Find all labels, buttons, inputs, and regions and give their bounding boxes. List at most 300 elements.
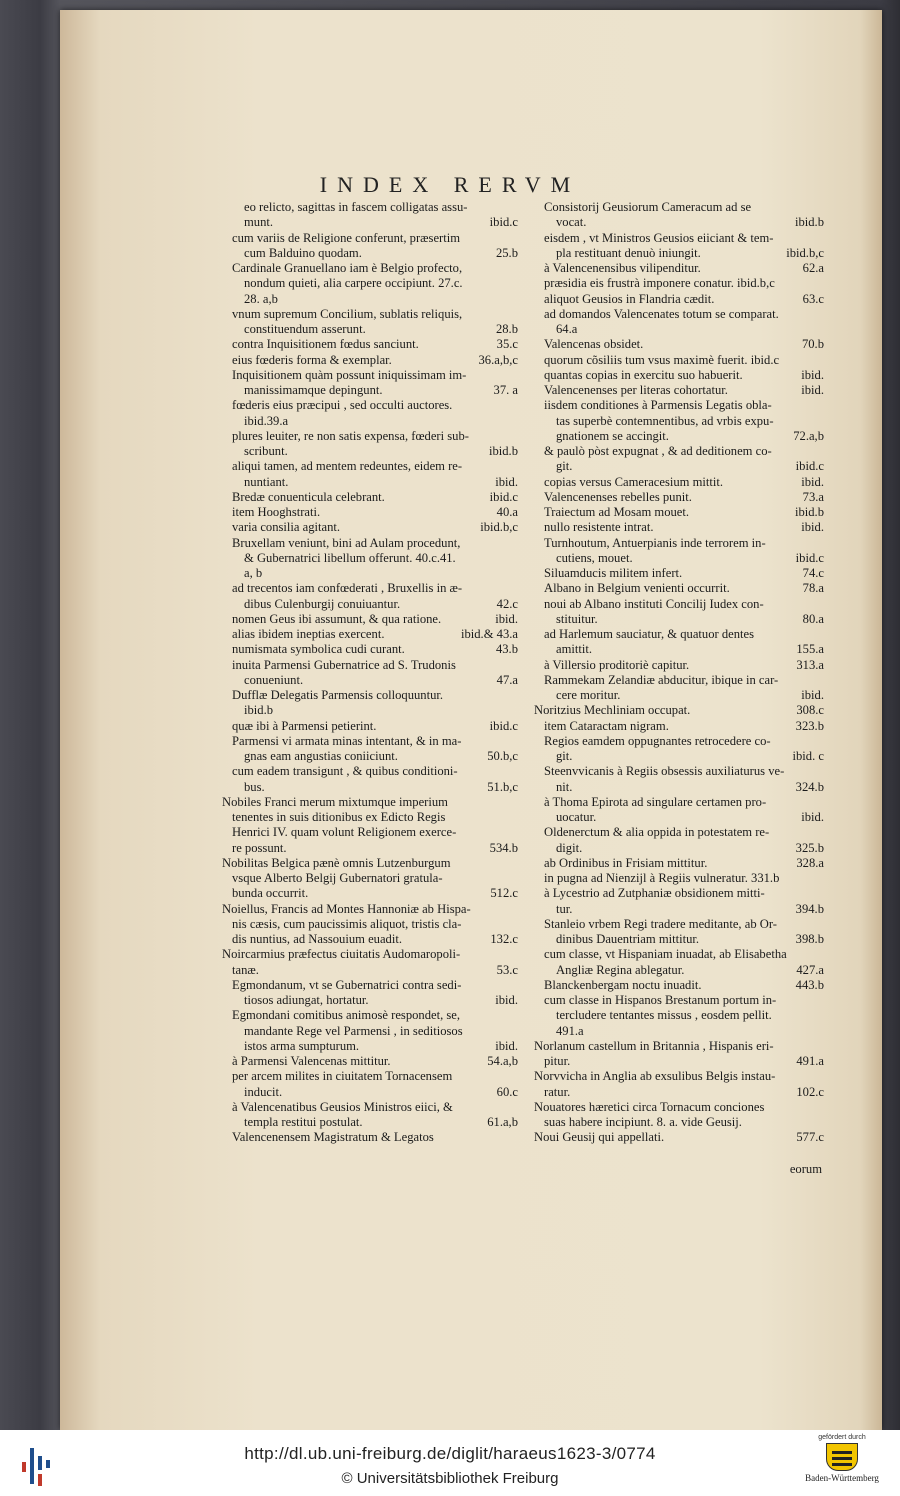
index-entry-line [534,307,824,322]
entry-text: à Lycestrio ad Zutphaniæ obsidionem mitti- [544,886,765,901]
entry-reference: ibid. [495,993,518,1007]
index-entry-line [222,1115,518,1130]
page-heading: INDEX RERVM [319,172,581,197]
index-entry-line [534,902,824,917]
entry-text: à Thoma Epirota ad singulare certamen pro- [544,794,767,809]
index-entry-line [222,658,518,673]
index-entry-line [222,780,518,795]
entry-text: Nobilitas Belgica pænè omnis Lutzenburgum [222,855,451,870]
index-entry-line [534,444,824,459]
index-entry-line [534,383,824,398]
index-entry-line [222,337,518,352]
entry-reference: 324.b [795,779,824,794]
entry-text: alias ibidem ineptias exercent. [232,627,385,641]
entry-text: Consistorij Geusiorum Cameracum ad se [544,200,752,214]
entry-reference: ibid. [801,688,824,702]
entry-reference: ibid.c [795,459,824,474]
index-entry-line [222,353,518,368]
entry-text: aliquot Geusios in Flandria cædit. [544,291,715,306]
entry-reference: 308.c [796,703,824,718]
entry-reference: 51.b,c [487,779,518,794]
entry-reference: ibid.c [489,489,518,504]
entry-text: fœderis eius præcipui , sed occulti auctores. [232,398,453,413]
index-entry-line [534,490,824,505]
entry-text: Steenvvicanis à Regiis obsessis auxiliaturus ve- [544,764,785,779]
index-entry-line [534,658,824,673]
index-entry-line [222,261,518,276]
entry-reference: 60.c [496,1084,518,1099]
entry-text: amittit. [556,642,593,657]
index-entry-line [222,642,518,657]
entry-reference: 47.a [496,672,518,687]
entry-text: Noiellus, Francis ad Montes Hannoniæ ab Hispa- [222,901,471,916]
entry-text: scribunt. [244,444,288,458]
entry-text: varia consilia agitant. [232,520,341,535]
entry-text: Norvvicha in Anglia ab exsulibus Belgis instau- [534,1069,776,1084]
index-entry-line [534,322,824,337]
index-entry-line [222,1100,518,1115]
entry-reference: ibid. [801,810,824,824]
entry-reference: ibid. c [792,749,824,763]
entry-text: Noui Geusij qui appellati. [534,1130,665,1145]
index-entry-line [534,551,824,566]
index-entry-line [222,856,518,871]
index-entry-line [534,612,824,627]
entry-text: Egmondanum, vt se Gubernatrici contra sedi- [232,977,462,992]
entry-text: Valencenenses per literas cohortatur. [544,383,728,397]
index-entry-line [534,749,824,764]
index-column-left [222,200,518,1146]
entry-text: dis nuntius, ad Nassouium euadit. [232,932,403,946]
index-entry-line [534,688,824,703]
index-entry-line [534,963,824,978]
index-entry-line [222,764,518,779]
entry-text: pla restituant denuò iniungit. [556,245,701,260]
index-entry-line [534,978,824,993]
index-entry-line [534,856,824,871]
entry-reference: ibid.c [489,215,518,230]
entry-text: tur. [556,901,573,916]
index-entry-line [534,1085,824,1100]
sponsor-label: gefördert durch [818,1434,866,1441]
index-entry-line [534,1115,824,1130]
entry-reference: 63.c [802,291,824,306]
entry-text: ab Ordinibus in Frisiam mittitur. [544,855,708,870]
entry-text: Angliæ Regina ablegatur. [556,962,685,977]
entry-reference: ibid. [801,474,824,489]
entry-text: uocatur. [556,810,597,824]
entry-text: cum Balduino quodam. [244,245,362,260]
index-entry-line [534,292,824,307]
entry-text: vnum supremum Concilium, sublatis reliquis, [232,306,463,321]
entry-text: constituendum asserunt. [244,322,366,336]
entry-text: Noritzius Mechliniam occupat. [534,703,691,718]
entry-reference: 42.c [496,596,518,611]
entry-text: eisdem , vt Ministros Geusios eiiciant & tem- [544,230,774,245]
entry-reference: 35.c [496,337,518,352]
catchword: eorum [789,1162,822,1176]
entry-text: ibid.39.a [244,413,289,428]
entry-reference: ibid. [495,611,518,626]
entry-text: in pugna ad Nienzijl à Regiis vulneratur. 331.b [544,871,780,885]
index-entry-line [222,688,518,703]
index-entry-line [222,459,518,474]
entry-text: Henrici IV. quam volunt Religionem exerce- [232,825,457,840]
index-entry-line [534,505,824,520]
index-entry-line [534,871,824,886]
index-entry-line [534,841,824,856]
entry-text: plures leuiter, re non satis expensa, fœderi sub- [232,428,469,443]
entry-text: tiosos adiungat, hortatur. [244,993,369,1007]
entry-text: nomen Geus ibi assumunt, & qua ratione. [232,611,442,626]
index-entry-line [222,398,518,413]
index-entry-line [222,993,518,1008]
entry-reference: ibid.b [794,505,824,519]
entry-text: Nobiles Franci merum mixtumque imperium [222,794,448,809]
index-column-right [534,200,824,1146]
index-entry-line [222,505,518,520]
index-entry-line [222,597,518,612]
index-entry-line [222,871,518,886]
index-entry-line [534,1024,824,1039]
entry-text: eo relicto, sagittas in fascem colligatas assu- [244,200,468,214]
entry-reference: 78.a [802,581,824,596]
index-entry-line [222,917,518,932]
entry-reference: 43.b [495,642,518,657]
entry-text: Norlanum castellum in Britannia , Hispanis eri- [534,1038,774,1053]
index-entry-line [222,719,518,734]
index-entry-line [222,307,518,322]
entry-text: eius fœderis forma & exemplar. [232,352,392,367]
index-entry-line [534,1069,824,1084]
entry-text: tenentes in suis ditionibus ex Edicto Regis [232,810,446,824]
index-entry-line [534,475,824,490]
entry-text: ad trecentos iam confœderati , Bruxellis in æ- [232,581,463,596]
index-entry-line [222,841,518,856]
entry-text: Noircarmius præfectus ciuitatis Audomaropoli- [222,947,461,962]
entry-text: tercludere tentantes missus , eosdem pellit. [556,1008,772,1023]
index-entry-line [222,536,518,551]
index-entry-line [222,215,518,230]
entry-text: bunda occurrit. [232,886,309,901]
index-entry-line [222,627,518,642]
index-entry-line [534,1100,824,1115]
entry-reference: 37. a [493,383,518,397]
entry-text: cutiens, mouet. [556,550,633,565]
entry-text: quorum cõsiliis tum vsus maximè fuerit. ibid.c [544,352,780,367]
entry-text: bus. [244,779,265,794]
index-entry-line [534,520,824,535]
entry-reference: 53.c [496,962,518,977]
index-entry-line [222,734,518,749]
index-entry-line [222,1008,518,1023]
index-entry-line [534,597,824,612]
index-entry-line [222,429,518,444]
entry-reference: ibid.c [795,550,824,565]
entry-reference: 328.a [796,855,824,870]
index-entry-line [534,764,824,779]
entry-reference: 50.b,c [487,749,518,763]
index-entry-line [222,581,518,596]
entry-text: aliqui tamen, ad mentem redeuntes, eidem re- [232,459,463,474]
index-entry-line [222,246,518,261]
entry-reference: ibid. [495,474,518,489]
entry-reference: 427.a [796,962,824,977]
entry-text: Egmondani comitibus animosè respondet, se, [232,1008,461,1023]
index-entry-line [534,459,824,474]
entry-text: a, b [244,566,263,580]
index-entry-line [222,673,518,688]
entry-text: inducit. [244,1084,283,1099]
index-entry-line [222,1069,518,1084]
entry-text: 28. a,b [244,291,278,306]
entry-text: Stanleio vrbem Regi tradere meditante, ab Or- [544,916,777,931]
entry-text: item Cataractam nigram. [544,718,669,733]
entry-reference: 62.a [802,261,824,275]
index-entry-line [222,322,518,337]
entry-text: à Valencenatibus Geusios Ministros eiici, & [232,1099,453,1114]
index-entry-line [534,947,824,962]
index-entry-line [534,536,824,551]
index-entry-line [222,825,518,840]
index-entry-line [222,276,518,291]
index-entry-line [534,703,824,718]
entry-reference: 325.b [795,840,824,855]
entry-text: Rammekam Zelandiæ abducitur, ibique in car- [544,672,779,687]
index-entry-line [534,566,824,581]
entry-text: git. [556,749,573,763]
entry-text: git. [556,459,573,474]
index-entry-line [534,917,824,932]
index-entry-line [534,200,824,215]
coat-of-arms-icon [826,1443,858,1471]
entry-text: gnationem se accingit. [556,428,669,443]
index-entry-line [222,1024,518,1039]
index-entry-line [534,398,824,413]
entry-text: 64.a [556,322,578,336]
entry-text: à Valencenensibus vilipenditur. [544,261,701,275]
entry-text: præsidia eis frustrà imponere conatur. ibid.b,c [544,276,775,291]
index-entry-line [222,475,518,490]
index-entry-line [534,1130,824,1145]
entry-text: Blanckenbergam noctu inuadit. [544,977,702,992]
entry-reference: ibid. [495,1038,518,1053]
index-entry-line [222,947,518,962]
entry-reference: 70.b [801,337,824,352]
index-entry-line [534,780,824,795]
entry-text: quæ ibi à Parmensi petierint. [232,718,377,733]
entry-text: vocat. [556,215,587,230]
index-entry-line [534,368,824,383]
index-entry-line [222,795,518,810]
entry-text: cere moritur. [556,688,621,702]
entry-text: cum eadem transigunt , & quibus conditioni- [232,764,458,779]
entry-text: nullo resistente intrat. [544,520,654,535]
index-entry-line [534,1054,824,1069]
entry-reference: 74.c [802,566,824,580]
index-entry-line [222,292,518,307]
entry-text: dibus Culenburgij conuiuantur. [244,596,401,611]
index-entry-line [534,932,824,947]
entry-text: iisdem conditiones à Parmensis Legatis obla- [544,398,772,413]
index-entry-line [534,795,824,810]
index-entry-line [534,1039,824,1054]
entry-text: vsque Alberto Belgij Gubernatori gratula- [232,871,443,885]
entry-text: à Parmensi Valencenas mittitur. [232,1054,391,1068]
entry-reference: ibid.b [488,444,518,458]
index-entry-line [534,246,824,261]
index-entry-line [534,581,824,596]
entry-text: ad Harlemum sauciatur, & quatuor dentes [544,627,755,641]
index-entry-line [534,429,824,444]
entry-text: stituitur. [556,611,598,626]
index-entry-line [222,200,518,215]
entry-reference: 54.a,b [487,1054,518,1068]
entry-text: re possunt. [232,840,287,855]
index-entry-line [534,261,824,276]
entry-text: à Villersio proditoriè capitur. [544,657,690,672]
index-entry-line [222,1085,518,1100]
index-entry-line [222,444,518,459]
index-entry-line [534,231,824,246]
index-entry-line [222,566,518,581]
entry-text: nuntiant. [244,474,289,489]
index-entry-line [534,627,824,642]
entry-text: Albano in Belgium venienti occurrit. [544,581,730,596]
entry-text: numismata symbolica cudi curant. [232,642,405,657]
entry-reference: ibid. [801,367,824,382]
entry-text: per arcem milites in ciuitatem Tornacensem [232,1069,453,1084]
index-entry-line [534,215,824,230]
entry-text: item Hooghstrati. [232,505,321,519]
index-entry-line [222,490,518,505]
entry-text: & paulò pòst expugnat , & ad deditionem co- [544,444,772,458]
index-entry-line [534,810,824,825]
entry-text: digit. [556,840,583,855]
entry-reference: 443.b [795,977,824,992]
entry-text: cum variis de Religione conferunt, præsertim [232,230,461,245]
index-entry-line [534,886,824,901]
entry-reference: ibid.b [794,215,824,230]
entry-reference: 132.c [490,932,518,946]
entry-reference: 394.b [795,901,824,916]
entry-reference: 398.b [795,932,824,946]
sponsor-name: Baden-Württemberg [805,1473,879,1483]
entry-reference: ibid. [801,520,824,535]
index-entry-line [534,825,824,840]
entry-text: Valencenenses rebelles punit. [544,489,692,504]
entry-text: templa restitui postulat. [244,1115,363,1129]
entry-reference: 323.b [795,718,824,733]
entry-reference: 534.b [489,840,518,855]
entry-text: tanæ. [232,962,259,977]
entry-text: pitur. [544,1054,571,1068]
index-entry-line [222,902,518,917]
index-entry-line [534,719,824,734]
entry-text: conueniunt. [244,672,304,687]
entry-text: Regios eamdem oppugnantes retrocedere co- [544,733,771,748]
index-entry-line [222,703,518,718]
entry-reference: 491.a [796,1054,824,1068]
entry-text: noui ab Albano instituti Concilij Iudex con- [544,596,764,611]
index-entry-line [222,383,518,398]
entry-text: Siluamducis militem infert. [544,566,683,580]
entry-reference: ibid.c [489,718,518,733]
entry-text: Nouatores hæretici circa Tornacum conciones [534,1099,765,1114]
entry-text: ibid.b [244,703,274,718]
entry-text: Turnhoutum, Antuerpianis inde terrorem in- [544,535,766,550]
index-entry-line [222,886,518,901]
index-entry-line [222,414,518,429]
entry-text: cum classe, vt Hispaniam inuadat, ab Elisabetha [544,947,787,962]
entry-text: nondum quieti, alia carpere occipiunt. 27.c. [244,276,463,291]
entry-text: 491.a [556,1023,584,1038]
entry-reference: 80.a [802,611,824,626]
entry-reference: 102.c [796,1084,824,1099]
entry-text: ad domandos Valencenates totum se comparat. [544,306,779,321]
entry-text: dinibus Dauentriam mittitur. [556,932,700,946]
index-entry-line [534,993,824,1008]
entry-text: quantas copias in exercitu suo habuerit. [544,367,743,382]
index-entry-line [222,1130,518,1145]
entry-text: ratur. [544,1084,571,1099]
entry-text: gnas eam angustias coniiciunt. [244,749,398,763]
entry-text: cum classe in Hispanos Brestanum portum in- [544,993,777,1007]
index-entry-line [222,963,518,978]
index-entry-line [534,673,824,688]
index-entry-line [534,276,824,291]
entry-text: Inquisitionem quàm possunt iniquissimam im- [232,367,467,382]
entry-text: & Gubernatrici libellum offerunt. 40.c.41. [244,550,456,565]
index-entry-line [222,231,518,246]
index-entry-line [534,734,824,749]
entry-text: nit. [556,779,573,794]
entry-reference: 155.a [796,642,824,657]
index-entry-line [222,520,518,535]
entry-text: Bredæ conuenticula celebrant. [232,489,385,504]
entry-reference: 313.a [796,657,824,672]
entry-text: mandante Rege vel Parmensi , in seditiosos [244,1023,463,1038]
index-entry-line [222,932,518,947]
entry-reference: 28.b [495,322,518,336]
index-entry-line [222,368,518,383]
entry-text: suas habere incipiunt. 8. a. vide Geusij. [544,1115,742,1129]
entry-reference: ibid.& 43.a [460,627,518,641]
entry-reference: 61.a,b [487,1115,518,1129]
entry-reference: ibid.b,c [480,520,518,535]
permalink-url[interactable]: http://dl.ub.uni-freiburg.de/diglit/haraeus1623-3/0774 [244,1444,656,1463]
index-entry-line [534,642,824,657]
entry-text: tas superbè contemnentibus, ad vrbis expu- [556,413,774,428]
index-entry-line [222,978,518,993]
sponsor-badge [792,1434,892,1483]
entry-reference: 36.a,b,c [478,352,518,367]
index-entry-line [222,551,518,566]
entry-reference: 72.a,b [793,428,824,443]
index-entry-line [534,1008,824,1023]
entry-text: Oldenerctum & alia oppida in potestatem re- [544,825,770,840]
index-entry-line [222,612,518,627]
entry-text: nis cæsis, cum paucissimis aliquot, tristis cla- [232,916,462,931]
entry-text: Bruxellam veniunt, bini ad Aulam procedunt, [232,535,461,550]
entry-text: munt. [244,215,274,230]
entry-text: istos arma sumpturum. [244,1038,360,1053]
index-entry-line [222,1039,518,1054]
entry-text: Traiectum ad Mosam mouet. [544,505,690,519]
copyright-notice: © Universitätsbibliothek Freiburg [341,1470,559,1487]
entry-reference: 577.c [796,1130,824,1145]
index-entry-line [534,353,824,368]
